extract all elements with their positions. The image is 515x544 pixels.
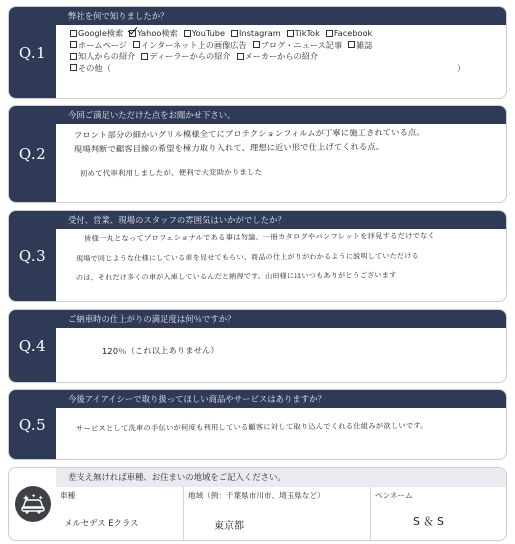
option-options_row1-1[interactable]: [129, 28, 177, 40]
question-card-2: [8, 105, 507, 203]
question-options: [56, 25, 506, 98]
options-row-3: [70, 51, 496, 63]
car-model-value: メルセデス Eクラス: [64, 518, 139, 528]
options-row-2: [70, 40, 496, 52]
question-card-4: [8, 309, 507, 383]
option-label: TikTok: [294, 28, 320, 38]
option-label: ディーラーからの紹介: [149, 51, 231, 61]
option-options_row1-5[interactable]: [326, 28, 372, 40]
answer-area: [56, 408, 506, 459]
question-card-1: [8, 6, 507, 99]
checkbox[interactable]: [70, 30, 77, 37]
answer-line: 120％（これ以上ありません）: [101, 344, 219, 356]
option-options_row1-2[interactable]: [184, 28, 225, 40]
option-label: その他（: [78, 62, 111, 73]
car-sparkle-icon-wrap: [9, 468, 56, 540]
question-text: 今後アイアイシーで取り扱ってほしい商品やサービスはありますか？: [56, 390, 506, 408]
question-text: 今回ご満足いただけた点をお聞かせ下さい。: [56, 106, 506, 124]
option-label: 雑誌: [356, 39, 373, 50]
checkbox[interactable]: [237, 53, 244, 60]
answer-line: サービスとして洗車の手伝いが何度も利用している顧客に対して取り込んでくれる仕組みが欲しいです。: [75, 420, 428, 433]
checkbox[interactable]: [287, 30, 294, 37]
option-options_row2-3[interactable]: [348, 40, 372, 52]
question-badge: Q.1: [9, 7, 56, 98]
answer-line: のは、それだけ多くの車が入庫しているんだと納得です。山田様にはいつもありがとうございます: [75, 270, 397, 282]
checkbox[interactable]: [141, 53, 148, 60]
option-label: インターネット上の画像広告: [140, 39, 247, 50]
options-row-other: [70, 63, 496, 75]
question-card-5: [8, 389, 507, 460]
region-label: 地域（例：千葉県市川市、埼玉県など）: [188, 491, 325, 500]
question-badge: Q.3: [9, 211, 56, 301]
option-label: Yahoo検索: [137, 28, 178, 38]
answer-area: [56, 124, 506, 202]
answer-area: [56, 328, 506, 382]
option-options_row1-0[interactable]: [70, 28, 123, 40]
option-options_row1-3[interactable]: [231, 28, 281, 40]
question-text: ご納車時の仕上がりの満足度は何％ですか？: [56, 310, 506, 328]
answer-line: 現場で同じような仕様にしている車を見せてもらい、商品の仕上がりがわかるように説明していただける: [75, 251, 419, 263]
checkbox[interactable]: [70, 53, 77, 60]
answer-line: 皆様一丸となってプロフェショナルである事は勿論、一冊カタログやパンフレットを拝見するだけでなく: [83, 230, 436, 243]
car-model-field[interactable]: [56, 487, 183, 540]
checkbox[interactable]: [70, 64, 77, 71]
question-badge: Q.5: [9, 390, 56, 459]
penname-value: S＆S: [413, 515, 447, 528]
option-label: Instagram: [239, 28, 281, 38]
option-options_row1-4[interactable]: [287, 28, 320, 40]
option-options_row3-0[interactable]: [70, 51, 135, 63]
region-value: 東京都: [214, 521, 244, 532]
vehicle-info-card: [8, 467, 507, 541]
option-label: メーカーからの紹介: [244, 51, 319, 61]
car-sparkle-icon: [15, 486, 51, 522]
question-text: 弊社を何で知りましたか？: [56, 7, 506, 25]
options-row-1: [70, 28, 496, 40]
vehicle-info-header: 差支え無ければ車種、お住まいの地域をご記入ください。: [56, 468, 506, 487]
option-options_row2-0[interactable]: [70, 40, 127, 52]
checkbox[interactable]: [326, 30, 333, 37]
answer-area: [56, 229, 506, 301]
option-options_row3-2[interactable]: [237, 51, 319, 63]
option-label: ）: [456, 62, 466, 73]
question-badge: Q.2: [9, 106, 56, 202]
option-label: Google検索: [78, 28, 124, 38]
option-label: ブログ・ニュース記事: [260, 39, 343, 50]
option-options_row2-2[interactable]: [253, 40, 342, 52]
option-label: 知人からの紹介: [78, 51, 136, 61]
answer-line: 現場判断で顧客目線の希望を極力取り入れて、理想に近い形で仕上げてくれる点。: [73, 141, 385, 154]
car-model-label: 車種: [60, 491, 76, 500]
checkbox[interactable]: [70, 41, 77, 48]
checkbox-checked[interactable]: [129, 30, 136, 37]
option-options_row3-1[interactable]: [141, 51, 230, 63]
option-label: YouTube: [191, 28, 226, 38]
penname-field[interactable]: [370, 487, 507, 540]
region-field[interactable]: [183, 487, 370, 540]
option-label: ホームページ: [78, 39, 127, 50]
option-label: Facebook: [333, 28, 373, 38]
car-icon: [20, 493, 46, 515]
option-options_row2-1[interactable]: [133, 40, 247, 52]
checkbox[interactable]: [184, 30, 191, 37]
answer-line: フロント部分の細かいグリル模様全てにプロテクションフィルムが丁寧に施工されている点。: [73, 126, 425, 140]
penname-label: ペンネーム: [375, 491, 413, 500]
question-card-3: [8, 210, 507, 302]
question-badge: Q.4: [9, 310, 56, 382]
checkbox[interactable]: [348, 41, 355, 48]
checkbox[interactable]: [253, 41, 260, 48]
checkbox[interactable]: [133, 41, 140, 48]
question-text: 受付、営業、現場のスタッフの雰囲気はいかがでしたか？: [56, 211, 506, 229]
answer-line: 初めて代車利用しましたが、便利で大変助かりました: [79, 167, 263, 178]
checkbox[interactable]: [231, 30, 238, 37]
